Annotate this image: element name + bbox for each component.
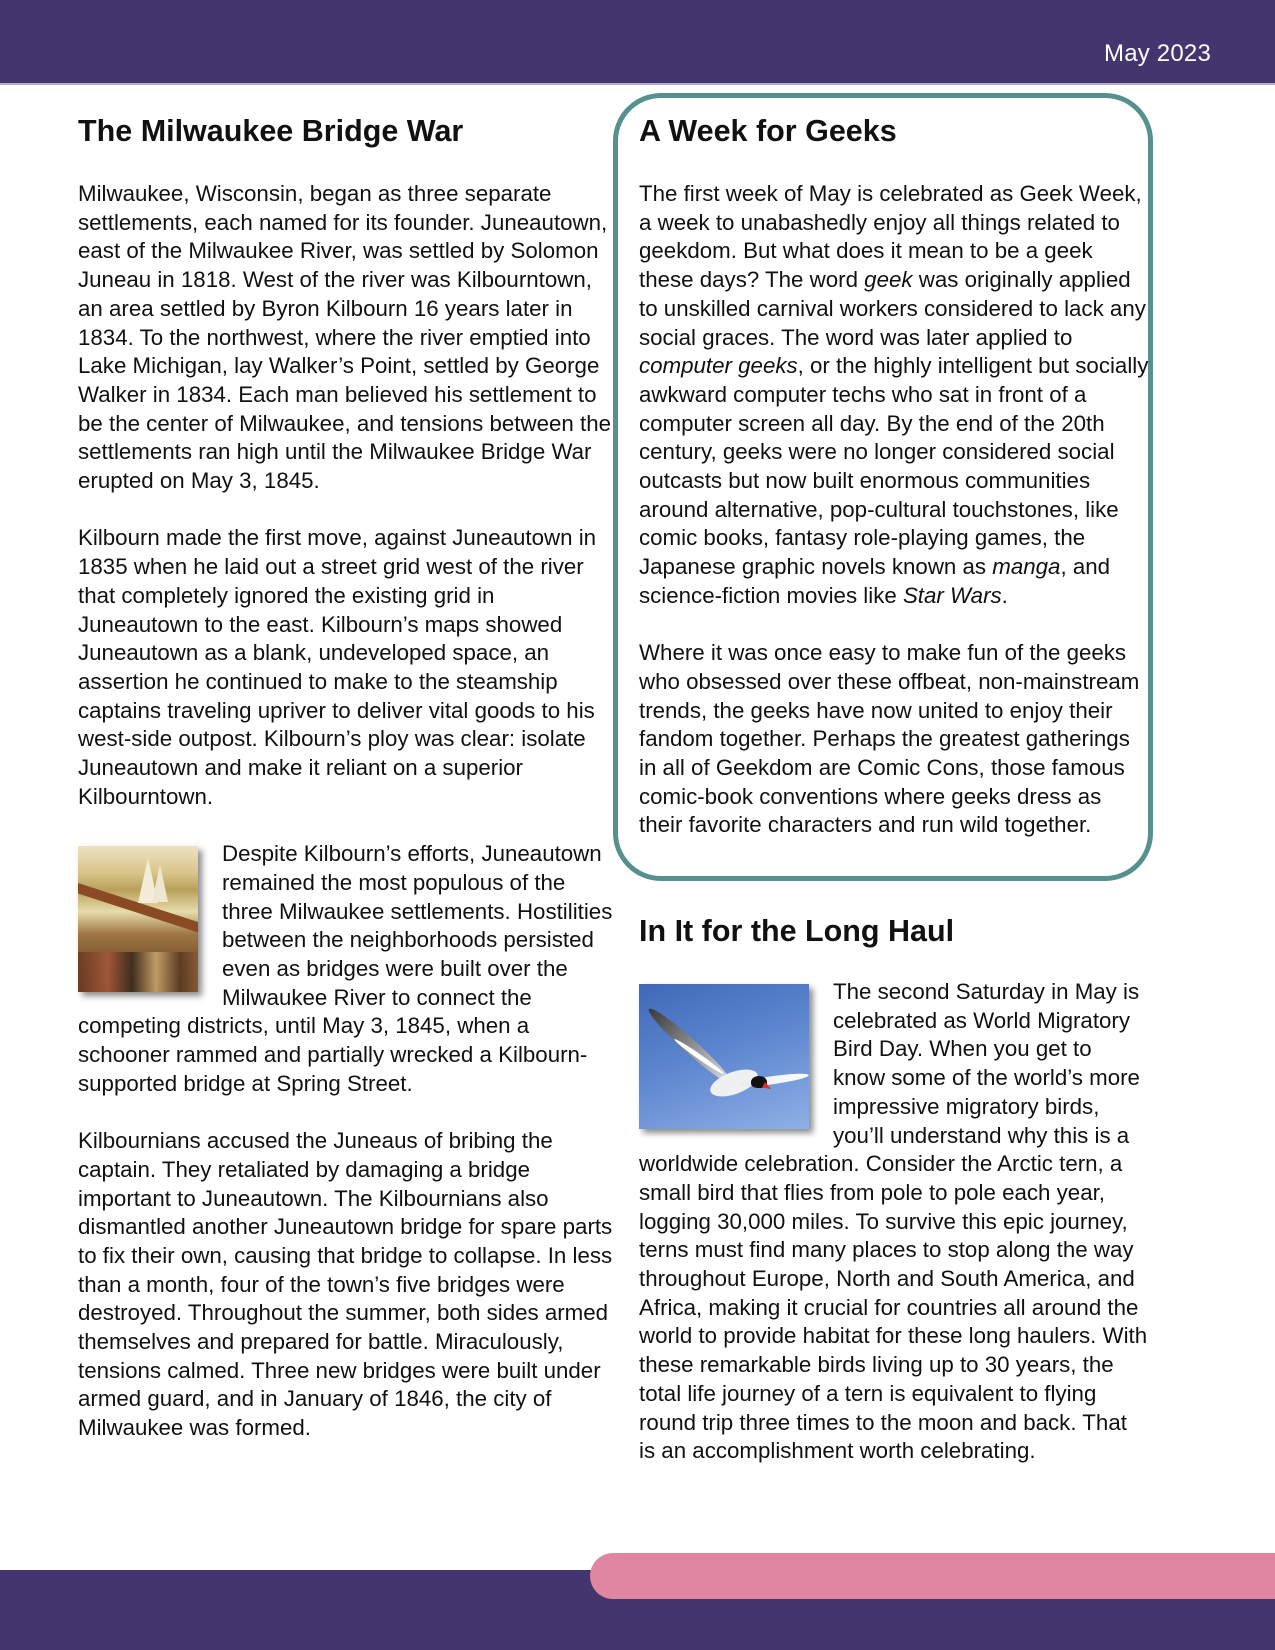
issue-date: May 2023: [1104, 40, 1211, 67]
text-run: The first week of May is celebrated as Geek Week, a week to unabashedly enjoy all things related to geekdom. But what does it mean to be a geek these days? The word: [639, 181, 1142, 293]
italic-term: computer geeks: [639, 353, 798, 379]
bird-tail-shape: [673, 1037, 725, 1076]
article-paragraph: Where it was once easy to make fun of the geeks who obsessed over these offbeat, non-mainstream trends, the geeks have now united to enjoy their fandom together. Perhaps the greatest gatherings in all of Geekdom are Comic Cons, those famous comic-book conventions where geeks dress as their favorite characters and run wild together.: [639, 640, 1140, 838]
arctic-tern-image: [639, 984, 809, 1129]
article-geek-week: [639, 112, 1149, 869]
header-band: [0, 0, 1275, 85]
sail-shape: [152, 864, 168, 902]
footer-accent-pill: [590, 1553, 1275, 1599]
text-run: , and science-fiction movies like: [639, 554, 1111, 608]
article-paragraph: Kilbournians accused the Juneaus of bribing the captain. They retaliated by damaging a bridge important to Juneautown. The Kilbournians also dismantled another Juneautown bridge for spare parts to fix their own, causing that bridge to collapse. In less than a month, four of the town’s five bridges were destroyed. Throughout the summer, both sides armed themselves and prepared for battle. Miraculously, tensions calmed. Three new bridges were built under armed guard, and in January of 1846, the city of Milwaukee was formed.: [78, 1128, 613, 1441]
article-bridge-war: [78, 112, 618, 1472]
article-paragraph: [639, 180, 1149, 611]
italic-term: Star Wars: [902, 582, 1002, 608]
article-title: The Milwaukee Bridge War: [78, 114, 464, 148]
italic-term: manga: [992, 554, 1061, 580]
article-paragraph: Kilbourn made the first move, against Juneautown in 1835 when he laid out a street grid west of the river that completely ignored the existing grid in Juneautown to the east. Kilbourn’s maps showed Juneautown as a blank, undeveloped space, an assertion he continued to make to the steamship captains traveling upriver to deliver vital goods to his west-side outpost. Kilbourn’s ploy was clear: isolate Juneautown and make it reliant on a superior Kilbourntown.: [78, 525, 597, 809]
crowd-shape: [78, 952, 198, 992]
article-paragraph: Milwaukee, Wisconsin, began as three separate settlements, each named for its founder. Juneautown, east of the Milwaukee River, was settled by Solomon Juneau in 1818. West of the river was Kilbourntown, an area settled by Byron Kilbourn 16 years later in 1834. To the northwest, where the river emptied into Lake Michigan, lay Walker’s Point, settled by George Walker in 1834. Each man believed his settlement to be the center of Milwaukee, and tensions between the settlements ran high until the Milwaukee Bridge War erupted on May 3, 1845.: [78, 181, 611, 494]
text-run: .: [1001, 582, 1008, 608]
article-long-haul: [639, 912, 1149, 1495]
bridge-painting-image: [78, 846, 198, 992]
text-run: , or the highly intelligent but socially awkward computer techs who sat in front of a computer screen all day. By the end of the 20th century, geeks were no longer considered social outcasts but now built enormous communities around alternative, pop-cultural touchstones, like comic books, fantasy role-playing games, the Japanese graphic novels known as: [639, 353, 1149, 580]
italic-term: geek: [864, 267, 913, 293]
article-title: A Week for Geeks: [639, 114, 897, 148]
article-title: In It for the Long Haul: [639, 914, 955, 948]
article-paragraph: The second Saturday in May is celebrated as World Migratory Bird Day. When you get to know some of the world’s more impressive migratory birds, you’ll understand why this is a worldwide celebration. Consider the Arctic tern, a small bird that flies from pole to pole each year, logging 30,000 miles. To survive this epic journey, terns must find many places to stop along the way throughout Europe, North and South America, and Africa, making it crucial for countries all around the world to provide habitat for these long haulers. With these remarkable birds living up to 30 years, the total life journey of a tern is equivalent to flying round trip three times to the moon and back. That is an accomplishment worth celebrating.: [639, 979, 1148, 1464]
article-paragraph: Despite Kilbourn’s efforts, Juneautown remained the most populous of the three Milwaukee settlements. Hostilities between the neighborhoods persisted even as bridges were built over the Milwaukee River to connect the competing districts, until May 3, 1845, when a schooner rammed and partially wrecked a Kilbourn-supported bridge at Spring Street.: [78, 841, 613, 1096]
text-run: was originally applied to unskilled carnival workers considered to lack any social graces. The word was later applied to: [639, 267, 1146, 350]
